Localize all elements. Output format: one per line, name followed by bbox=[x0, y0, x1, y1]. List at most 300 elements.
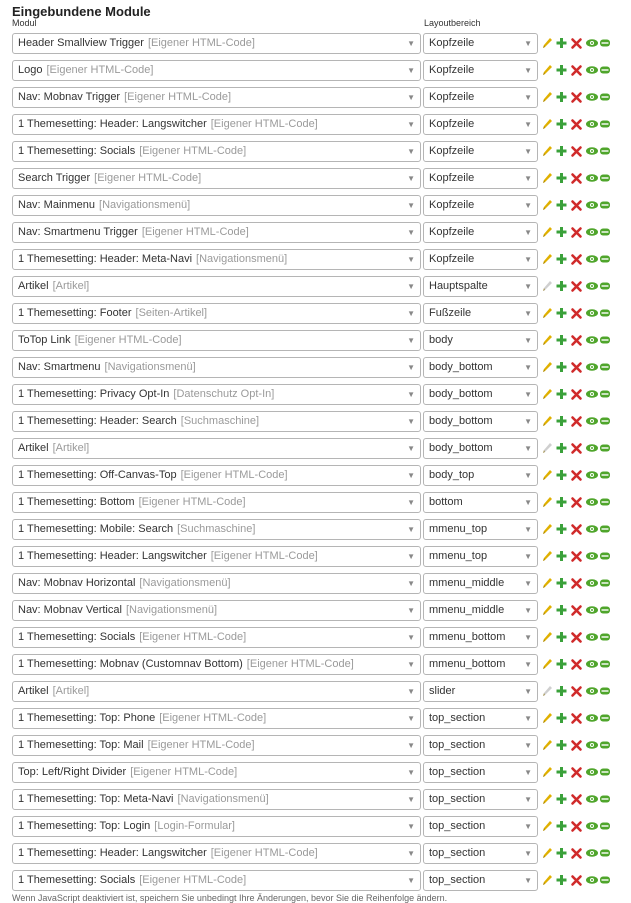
plus-icon[interactable] bbox=[555, 90, 569, 106]
select-arrow-icon: ▼ bbox=[407, 714, 415, 723]
module-name: 1 Themesetting: Privacy Opt-In bbox=[18, 388, 170, 400]
pencil-icon[interactable] bbox=[541, 198, 555, 214]
layout-select[interactable] bbox=[423, 357, 538, 378]
x-icon[interactable] bbox=[570, 549, 584, 565]
plus-icon[interactable] bbox=[555, 306, 569, 322]
drag-handle-icon[interactable] bbox=[599, 846, 613, 862]
module-select[interactable] bbox=[12, 789, 421, 810]
module-name: Nav: Mainmenu bbox=[18, 199, 96, 211]
module-row bbox=[0, 464, 631, 491]
layout-select[interactable] bbox=[423, 384, 538, 405]
select-arrow-icon: ▼ bbox=[407, 336, 415, 345]
pencil-icon[interactable] bbox=[541, 306, 555, 322]
module-row bbox=[0, 626, 631, 653]
drag-handle-icon[interactable] bbox=[599, 576, 613, 592]
layout-select[interactable] bbox=[423, 492, 538, 513]
module-select[interactable] bbox=[12, 87, 421, 108]
pencil-icon[interactable] bbox=[541, 333, 555, 349]
drag-handle-icon[interactable] bbox=[599, 225, 613, 241]
module-type: [Eigener HTML-Code] bbox=[147, 739, 255, 751]
x-icon[interactable] bbox=[570, 225, 584, 241]
eye-icon[interactable] bbox=[585, 657, 599, 673]
eye-icon[interactable] bbox=[585, 414, 599, 430]
module-row bbox=[0, 32, 631, 59]
module-row bbox=[0, 221, 631, 248]
eye-icon[interactable] bbox=[585, 279, 599, 295]
module-select[interactable] bbox=[12, 195, 421, 216]
plus-icon[interactable] bbox=[555, 657, 569, 673]
eye-icon[interactable] bbox=[585, 765, 599, 781]
module-select[interactable] bbox=[12, 330, 421, 351]
drag-handle-icon[interactable] bbox=[599, 252, 613, 268]
drag-handle-icon[interactable] bbox=[599, 819, 613, 835]
module-row bbox=[0, 815, 631, 842]
module-row bbox=[0, 59, 631, 86]
layout-select[interactable] bbox=[423, 573, 538, 594]
select-arrow-icon: ▼ bbox=[524, 606, 532, 615]
select-arrow-icon: ▼ bbox=[524, 714, 532, 723]
module-name: 1 Themesetting: Mobnav (Customnav Bottom) bbox=[18, 658, 243, 670]
pencil-icon[interactable] bbox=[541, 549, 555, 565]
select-arrow-icon: ▼ bbox=[524, 795, 532, 804]
module-type: [Eigener HTML-Code] bbox=[139, 145, 247, 157]
layout-area: Hauptspalte bbox=[429, 280, 488, 292]
module-select[interactable] bbox=[12, 654, 421, 675]
layout-select[interactable] bbox=[423, 843, 538, 864]
pencil-icon[interactable] bbox=[541, 117, 555, 133]
plus-icon[interactable] bbox=[555, 495, 569, 511]
layout-select[interactable] bbox=[423, 870, 538, 891]
select-arrow-icon: ▼ bbox=[524, 444, 532, 453]
layout-select[interactable] bbox=[423, 60, 538, 81]
pencil-icon[interactable] bbox=[541, 819, 555, 835]
pencil-icon[interactable] bbox=[541, 360, 555, 376]
x-icon[interactable] bbox=[570, 684, 584, 700]
select-arrow-icon: ▼ bbox=[524, 228, 532, 237]
plus-icon[interactable] bbox=[555, 792, 569, 808]
pencil-icon[interactable] bbox=[541, 171, 555, 187]
module-type: [Navigationsmenü] bbox=[139, 577, 231, 589]
eye-icon[interactable] bbox=[585, 387, 599, 403]
select-arrow-icon: ▼ bbox=[524, 579, 532, 588]
drag-handle-icon[interactable] bbox=[599, 90, 613, 106]
eye-icon[interactable] bbox=[585, 225, 599, 241]
module-select[interactable] bbox=[12, 519, 421, 540]
eye-icon[interactable] bbox=[585, 495, 599, 511]
column-label-layout: Layoutbereich bbox=[424, 18, 481, 28]
plus-icon[interactable] bbox=[555, 819, 569, 835]
drag-handle-icon[interactable] bbox=[599, 171, 613, 187]
layout-area: body_bottom bbox=[429, 388, 493, 400]
drag-handle-icon[interactable] bbox=[599, 36, 613, 52]
pencil-icon[interactable] bbox=[541, 252, 555, 268]
module-select[interactable] bbox=[12, 816, 421, 837]
layout-select[interactable] bbox=[423, 411, 538, 432]
eye-icon[interactable] bbox=[585, 63, 599, 79]
x-icon[interactable] bbox=[570, 846, 584, 862]
plus-icon[interactable] bbox=[555, 414, 569, 430]
plus-icon[interactable] bbox=[555, 630, 569, 646]
select-arrow-icon: ▼ bbox=[407, 741, 415, 750]
eye-icon[interactable] bbox=[585, 549, 599, 565]
module-type: [Eigener HTML-Code] bbox=[130, 766, 238, 778]
pencil-icon[interactable] bbox=[541, 387, 555, 403]
eye-icon[interactable] bbox=[585, 144, 599, 160]
layout-area: body_bottom bbox=[429, 442, 493, 454]
module-row bbox=[0, 869, 631, 896]
pencil-icon[interactable] bbox=[541, 63, 555, 79]
x-icon[interactable] bbox=[570, 63, 584, 79]
plus-icon[interactable] bbox=[555, 279, 569, 295]
x-icon[interactable] bbox=[570, 873, 584, 889]
select-arrow-icon: ▼ bbox=[407, 309, 415, 318]
drag-handle-icon[interactable] bbox=[599, 63, 613, 79]
eye-icon[interactable] bbox=[585, 252, 599, 268]
module-type: [Eigener HTML-Code] bbox=[139, 631, 247, 643]
eye-icon[interactable] bbox=[585, 117, 599, 133]
module-select[interactable] bbox=[12, 627, 421, 648]
eye-icon[interactable] bbox=[585, 90, 599, 106]
module-select[interactable] bbox=[12, 222, 421, 243]
layout-area: bottom bbox=[429, 496, 463, 508]
module-name: Artikel bbox=[18, 280, 49, 292]
module-type: [Navigationsmenü] bbox=[196, 253, 288, 265]
module-select[interactable] bbox=[12, 681, 421, 702]
plus-icon[interactable] bbox=[555, 63, 569, 79]
section-title: Eingebundene Module bbox=[12, 4, 151, 19]
plus-icon[interactable] bbox=[555, 468, 569, 484]
drag-handle-icon[interactable] bbox=[599, 279, 613, 295]
x-icon[interactable] bbox=[570, 657, 584, 673]
plus-icon[interactable] bbox=[555, 684, 569, 700]
layout-select[interactable] bbox=[423, 330, 538, 351]
pencil-icon[interactable] bbox=[541, 846, 555, 862]
x-icon[interactable] bbox=[570, 792, 584, 808]
plus-icon[interactable] bbox=[555, 738, 569, 754]
eye-icon[interactable] bbox=[585, 603, 599, 619]
drag-handle-icon[interactable] bbox=[599, 414, 613, 430]
select-arrow-icon: ▼ bbox=[407, 525, 415, 534]
x-icon[interactable] bbox=[570, 333, 584, 349]
x-icon[interactable] bbox=[570, 603, 584, 619]
module-select[interactable] bbox=[12, 249, 421, 270]
layout-select[interactable] bbox=[423, 303, 538, 324]
drag-handle-icon[interactable] bbox=[599, 306, 613, 322]
layout-area: top_section bbox=[429, 793, 486, 805]
layout-select[interactable] bbox=[423, 195, 538, 216]
drag-handle-icon[interactable] bbox=[599, 873, 613, 889]
module-select[interactable] bbox=[12, 168, 421, 189]
x-icon[interactable] bbox=[570, 522, 584, 538]
layout-select[interactable] bbox=[423, 789, 538, 810]
layout-area: body_bottom bbox=[429, 415, 493, 427]
pencil-icon[interactable] bbox=[541, 468, 555, 484]
x-icon[interactable] bbox=[570, 306, 584, 322]
x-icon[interactable] bbox=[570, 171, 584, 187]
x-icon[interactable] bbox=[570, 495, 584, 511]
layout-select[interactable] bbox=[423, 627, 538, 648]
module-row bbox=[0, 167, 631, 194]
x-icon[interactable] bbox=[570, 144, 584, 160]
plus-icon[interactable] bbox=[555, 549, 569, 565]
eye-icon[interactable] bbox=[585, 873, 599, 889]
eye-icon[interactable] bbox=[585, 792, 599, 808]
module-select[interactable] bbox=[12, 465, 421, 486]
module-select[interactable] bbox=[12, 762, 421, 783]
plus-icon[interactable] bbox=[555, 576, 569, 592]
pencil-icon[interactable] bbox=[541, 738, 555, 754]
pencil-icon[interactable] bbox=[541, 657, 555, 673]
x-icon[interactable] bbox=[570, 468, 584, 484]
module-select[interactable] bbox=[12, 276, 421, 297]
layout-select[interactable] bbox=[423, 816, 538, 837]
x-icon[interactable] bbox=[570, 765, 584, 781]
module-row bbox=[0, 788, 631, 815]
pencil-icon[interactable] bbox=[541, 90, 555, 106]
pencil-icon[interactable] bbox=[541, 630, 555, 646]
plus-icon[interactable] bbox=[555, 765, 569, 781]
module-name: 1 Themesetting: Header: Langswitcher bbox=[18, 118, 207, 130]
plus-icon[interactable] bbox=[555, 252, 569, 268]
drag-handle-icon[interactable] bbox=[599, 198, 613, 214]
drag-handle-icon[interactable] bbox=[599, 711, 613, 727]
layout-select[interactable] bbox=[423, 708, 538, 729]
eye-icon[interactable] bbox=[585, 819, 599, 835]
plus-icon[interactable] bbox=[555, 333, 569, 349]
pencil-icon[interactable] bbox=[541, 765, 555, 781]
plus-icon[interactable] bbox=[555, 387, 569, 403]
drag-handle-icon[interactable] bbox=[599, 684, 613, 700]
pencil-icon bbox=[541, 279, 555, 295]
x-icon[interactable] bbox=[570, 90, 584, 106]
layout-select[interactable] bbox=[423, 249, 538, 270]
module-select[interactable] bbox=[12, 33, 421, 54]
x-icon[interactable] bbox=[570, 819, 584, 835]
layout-area: Kopfzeile bbox=[429, 253, 475, 265]
layout-select[interactable] bbox=[423, 681, 538, 702]
plus-icon[interactable] bbox=[555, 711, 569, 727]
pencil-icon[interactable] bbox=[541, 792, 555, 808]
x-icon[interactable] bbox=[570, 414, 584, 430]
eye-icon[interactable] bbox=[585, 333, 599, 349]
module-name: 1 Themesetting: Header: Langswitcher bbox=[18, 550, 207, 562]
layout-area: Kopfzeile bbox=[429, 172, 475, 184]
layout-select[interactable] bbox=[423, 600, 538, 621]
layout-select[interactable] bbox=[423, 546, 538, 567]
select-arrow-icon: ▼ bbox=[407, 93, 415, 102]
module-type: [Eigener HTML-Code] bbox=[46, 64, 154, 76]
eye-icon[interactable] bbox=[585, 846, 599, 862]
eye-icon[interactable] bbox=[585, 711, 599, 727]
drag-handle-icon[interactable] bbox=[599, 117, 613, 133]
module-select[interactable] bbox=[12, 384, 421, 405]
module-type: [Eigener HTML-Code] bbox=[210, 118, 318, 130]
x-icon[interactable] bbox=[570, 711, 584, 727]
plus-icon[interactable] bbox=[555, 198, 569, 214]
module-select[interactable] bbox=[12, 411, 421, 432]
layout-select[interactable] bbox=[423, 222, 538, 243]
x-icon[interactable] bbox=[570, 252, 584, 268]
pencil-icon[interactable] bbox=[541, 36, 555, 52]
module-type: [Artikel] bbox=[52, 685, 90, 697]
module-type: [Eigener HTML-Code] bbox=[124, 91, 232, 103]
module-select[interactable] bbox=[12, 708, 421, 729]
module-name: 1 Themesetting: Socials bbox=[18, 145, 136, 157]
x-icon[interactable] bbox=[570, 576, 584, 592]
pencil-icon[interactable] bbox=[541, 144, 555, 160]
eye-icon[interactable] bbox=[585, 360, 599, 376]
module-select[interactable] bbox=[12, 546, 421, 567]
plus-icon[interactable] bbox=[555, 846, 569, 862]
pencil-icon[interactable] bbox=[541, 495, 555, 511]
select-arrow-icon: ▼ bbox=[524, 633, 532, 642]
plus-icon[interactable] bbox=[555, 441, 569, 457]
x-icon[interactable] bbox=[570, 117, 584, 133]
select-arrow-icon: ▼ bbox=[524, 93, 532, 102]
plus-icon[interactable] bbox=[555, 144, 569, 160]
drag-handle-icon[interactable] bbox=[599, 657, 613, 673]
layout-select[interactable] bbox=[423, 87, 538, 108]
module-type: [Eigener HTML-Code] bbox=[246, 658, 354, 670]
layout-area: mmenu_bottom bbox=[429, 658, 506, 670]
drag-handle-icon[interactable] bbox=[599, 387, 613, 403]
x-icon[interactable] bbox=[570, 360, 584, 376]
plus-icon[interactable] bbox=[555, 36, 569, 52]
layout-select[interactable] bbox=[423, 762, 538, 783]
eye-icon[interactable] bbox=[585, 171, 599, 187]
eye-icon[interactable] bbox=[585, 441, 599, 457]
x-icon[interactable] bbox=[570, 279, 584, 295]
drag-handle-icon[interactable] bbox=[599, 630, 613, 646]
module-select[interactable] bbox=[12, 843, 421, 864]
layout-select[interactable] bbox=[423, 438, 538, 459]
eye-icon[interactable] bbox=[585, 306, 599, 322]
pencil-icon[interactable] bbox=[541, 873, 555, 889]
layout-select[interactable] bbox=[423, 114, 538, 135]
layout-area: Kopfzeile bbox=[429, 145, 475, 157]
drag-handle-icon[interactable] bbox=[599, 738, 613, 754]
module-row bbox=[0, 248, 631, 275]
x-icon[interactable] bbox=[570, 198, 584, 214]
eye-icon[interactable] bbox=[585, 576, 599, 592]
module-name: Top: Left/Right Divider bbox=[18, 766, 127, 778]
module-select[interactable] bbox=[12, 60, 421, 81]
module-select[interactable] bbox=[12, 870, 421, 891]
layout-select[interactable] bbox=[423, 519, 538, 540]
eye-icon[interactable] bbox=[585, 522, 599, 538]
plus-icon[interactable] bbox=[555, 603, 569, 619]
module-row bbox=[0, 275, 631, 302]
pencil-icon[interactable] bbox=[541, 522, 555, 538]
module-row bbox=[0, 383, 631, 410]
module-select[interactable] bbox=[12, 573, 421, 594]
module-select[interactable] bbox=[12, 303, 421, 324]
eye-icon[interactable] bbox=[585, 738, 599, 754]
select-arrow-icon: ▼ bbox=[524, 417, 532, 426]
plus-icon[interactable] bbox=[555, 360, 569, 376]
pencil-icon[interactable] bbox=[541, 414, 555, 430]
plus-icon[interactable] bbox=[555, 171, 569, 187]
pencil-icon[interactable] bbox=[541, 225, 555, 241]
drag-handle-icon[interactable] bbox=[599, 495, 613, 511]
plus-icon[interactable] bbox=[555, 225, 569, 241]
x-icon[interactable] bbox=[570, 630, 584, 646]
pencil-icon[interactable] bbox=[541, 603, 555, 619]
layout-area: Kopfzeile bbox=[429, 199, 475, 211]
module-type: [Datenschutz Opt-In] bbox=[173, 388, 275, 400]
javascript-warning: Wenn JavaScript deaktiviert ist, speichern Sie unbedingt Ihre Änderungen, bevor Sie die Reihenfolge ändern. bbox=[12, 893, 448, 903]
plus-icon[interactable] bbox=[555, 117, 569, 133]
drag-handle-icon[interactable] bbox=[599, 765, 613, 781]
module-name: 1 Themesetting: Top: Meta-Navi bbox=[18, 793, 174, 805]
layout-area: mmenu_top bbox=[429, 550, 488, 562]
module-select[interactable] bbox=[12, 600, 421, 621]
drag-handle-icon[interactable] bbox=[599, 144, 613, 160]
module-row bbox=[0, 734, 631, 761]
x-icon[interactable] bbox=[570, 387, 584, 403]
module-type: [Eigener HTML-Code] bbox=[147, 37, 255, 49]
layout-select[interactable] bbox=[423, 654, 538, 675]
eye-icon[interactable] bbox=[585, 468, 599, 484]
select-arrow-icon: ▼ bbox=[524, 552, 532, 561]
module-select[interactable] bbox=[12, 438, 421, 459]
drag-handle-icon[interactable] bbox=[599, 468, 613, 484]
module-row bbox=[0, 842, 631, 869]
select-arrow-icon: ▼ bbox=[524, 309, 532, 318]
layout-select[interactable] bbox=[423, 168, 538, 189]
layout-area: slider bbox=[429, 685, 456, 697]
module-select[interactable] bbox=[12, 357, 421, 378]
layout-select[interactable] bbox=[423, 735, 538, 756]
plus-icon[interactable] bbox=[555, 522, 569, 538]
module-select[interactable] bbox=[12, 492, 421, 513]
module-type: [Eigener HTML-Code] bbox=[138, 496, 246, 508]
drag-handle-icon[interactable] bbox=[599, 360, 613, 376]
layout-select[interactable] bbox=[423, 465, 538, 486]
eye-icon[interactable] bbox=[585, 36, 599, 52]
drag-handle-icon[interactable] bbox=[599, 549, 613, 565]
eye-icon[interactable] bbox=[585, 630, 599, 646]
drag-handle-icon[interactable] bbox=[599, 441, 613, 457]
layout-area: mmenu_bottom bbox=[429, 631, 506, 643]
layout-select[interactable] bbox=[423, 141, 538, 162]
drag-handle-icon[interactable] bbox=[599, 333, 613, 349]
module-name: ToTop Link bbox=[18, 334, 71, 346]
module-name: 1 Themesetting: Off-Canvas-Top bbox=[18, 469, 177, 481]
plus-icon[interactable] bbox=[555, 873, 569, 889]
eye-icon[interactable] bbox=[585, 198, 599, 214]
module-type: [Artikel] bbox=[52, 442, 90, 454]
layout-select[interactable] bbox=[423, 33, 538, 54]
module-select[interactable] bbox=[12, 141, 421, 162]
module-select[interactable] bbox=[12, 735, 421, 756]
drag-handle-icon[interactable] bbox=[599, 522, 613, 538]
select-arrow-icon: ▼ bbox=[407, 471, 415, 480]
drag-handle-icon[interactable] bbox=[599, 603, 613, 619]
pencil-icon[interactable] bbox=[541, 576, 555, 592]
module-row bbox=[0, 491, 631, 518]
x-icon[interactable] bbox=[570, 36, 584, 52]
select-arrow-icon: ▼ bbox=[524, 39, 532, 48]
module-select[interactable] bbox=[12, 114, 421, 135]
drag-handle-icon[interactable] bbox=[599, 792, 613, 808]
eye-icon[interactable] bbox=[585, 684, 599, 700]
layout-select[interactable] bbox=[423, 276, 538, 297]
select-arrow-icon: ▼ bbox=[524, 768, 532, 777]
x-icon[interactable] bbox=[570, 441, 584, 457]
pencil-icon[interactable] bbox=[541, 711, 555, 727]
x-icon[interactable] bbox=[570, 738, 584, 754]
